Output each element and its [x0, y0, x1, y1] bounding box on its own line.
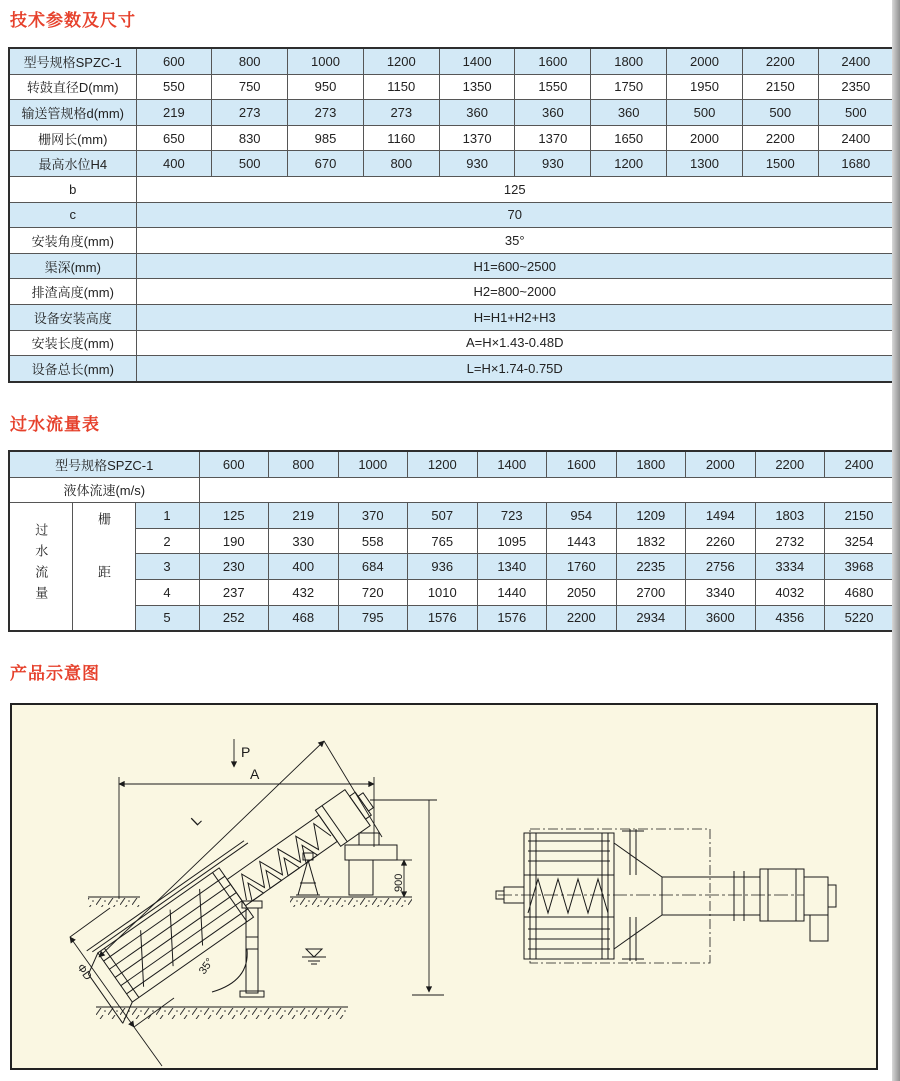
cell: 500 [212, 151, 288, 177]
cell: 930 [439, 151, 515, 177]
row-label-cell: 安装角度(mm) [9, 228, 136, 254]
end-view-drawing [496, 829, 836, 963]
cell: 507 [408, 503, 478, 529]
row-label-cell: 栅网长(mm) [9, 125, 136, 151]
row-label-cell: 转鼓直径D(mm) [9, 74, 136, 100]
label-phid: ΦD [74, 961, 94, 983]
cell: 400 [269, 554, 339, 580]
cell: 237 [199, 579, 269, 605]
cell: 1150 [363, 74, 439, 100]
row-label-cell: 输送管规格d(mm) [9, 100, 136, 126]
table-row [9, 151, 894, 177]
cell: 3340 [686, 579, 756, 605]
header-label-cell: 型号规格SPZC-1 [9, 451, 199, 477]
header-cell: 2400 [825, 451, 895, 477]
header-cell: 600 [136, 48, 212, 74]
table-row [9, 605, 894, 631]
header-cell: 1200 [408, 451, 478, 477]
cell: 1340 [477, 554, 547, 580]
cell: 1760 [547, 554, 617, 580]
cell: 360 [515, 100, 591, 126]
header-cell: 1600 [515, 48, 591, 74]
cell: 1576 [477, 605, 547, 631]
header-cell: 1800 [616, 451, 686, 477]
cell: 750 [212, 74, 288, 100]
section-title-flow-table: 过水流量表 [10, 415, 100, 434]
table-row [9, 74, 894, 100]
label-a: A [250, 766, 260, 782]
cell: 1950 [667, 74, 743, 100]
cell: 1494 [686, 503, 756, 529]
cell: 930 [515, 151, 591, 177]
cell: 1803 [755, 503, 825, 529]
merged-value-cell: H=H1+H2+H3 [136, 304, 894, 330]
header-cell: 1000 [338, 451, 408, 477]
cell: 1350 [439, 74, 515, 100]
header-cell: 800 [269, 451, 339, 477]
cell: 2350 [818, 74, 894, 100]
header-cell: 1200 [363, 48, 439, 74]
table-row [9, 579, 894, 605]
table-row [9, 330, 894, 356]
flow-rate-table [8, 450, 895, 632]
cell: 723 [477, 503, 547, 529]
row-label-cell: 4 [135, 579, 199, 605]
cell: 3600 [686, 605, 756, 631]
cell: 936 [408, 554, 478, 580]
row-label-cell: 1 [135, 503, 199, 529]
cell: 2235 [616, 554, 686, 580]
merged-value-cell: L=H×1.74-0.75D [136, 356, 894, 382]
header-cell: 2200 [755, 451, 825, 477]
header-cell: 1600 [547, 451, 617, 477]
cell: 800 [363, 151, 439, 177]
cell: 2732 [755, 528, 825, 554]
row-label-cell: 排渣高度(mm) [9, 279, 136, 305]
table-row [9, 176, 894, 202]
merged-value-cell: 70 [136, 202, 894, 228]
cell: 360 [591, 100, 667, 126]
cell: 3968 [825, 554, 895, 580]
cell: 1443 [547, 528, 617, 554]
cell: 1010 [408, 579, 478, 605]
cell: 1750 [591, 74, 667, 100]
header-cell: 800 [212, 48, 288, 74]
cell: 2150 [742, 74, 818, 100]
tech-params-table [8, 47, 895, 383]
cell: 500 [818, 100, 894, 126]
cell: 1160 [363, 125, 439, 151]
vertical-label: 过水流量 [33, 523, 49, 608]
cell: 273 [363, 100, 439, 126]
product-schematic-drawing [12, 705, 876, 1068]
label-900: 900 [393, 873, 405, 892]
row-label-cell: 设备安装高度 [9, 304, 136, 330]
cell: 2934 [616, 605, 686, 631]
cell: 1440 [477, 579, 547, 605]
row-label-cell: 最高水位H4 [9, 151, 136, 177]
cell: 125 [199, 503, 269, 529]
cell: 2150 [825, 503, 895, 529]
cell: 558 [338, 528, 408, 554]
cell: 2200 [742, 125, 818, 151]
cell: 5220 [825, 605, 895, 631]
cell: 2400 [818, 125, 894, 151]
header-cell: 1800 [591, 48, 667, 74]
merged-value-cell: A=H×1.43-0.48D [136, 330, 894, 356]
row-label-cell: 3 [135, 554, 199, 580]
table-row [9, 554, 894, 580]
cell: 1300 [667, 151, 743, 177]
section-title-tech-params: 技术参数及尺寸 [10, 11, 136, 30]
merged-value-cell: 35° [136, 228, 894, 254]
table-row [9, 125, 894, 151]
product-diagram-panel [10, 703, 878, 1070]
cell: 2756 [686, 554, 756, 580]
cell: 252 [199, 605, 269, 631]
table-row [9, 253, 894, 279]
cell: 500 [742, 100, 818, 126]
merged-value-cell: H1=600~2500 [136, 253, 894, 279]
cell: 1832 [616, 528, 686, 554]
cell: 795 [338, 605, 408, 631]
cell: 1209 [616, 503, 686, 529]
row-label-cell: b [9, 176, 136, 202]
cell: 1370 [515, 125, 591, 151]
cell: 273 [212, 100, 288, 126]
cell: 1550 [515, 74, 591, 100]
header-cell: 600 [199, 451, 269, 477]
cell: 219 [136, 100, 212, 126]
row-label-cell: 2 [135, 528, 199, 554]
cell: 1650 [591, 125, 667, 151]
table-row [9, 279, 894, 305]
cell: 500 [667, 100, 743, 126]
header-cell: 1000 [288, 48, 364, 74]
cell: 1680 [818, 151, 894, 177]
merged-value-cell: 125 [136, 176, 894, 202]
table-row [9, 202, 894, 228]
table-row [9, 528, 894, 554]
cell: 219 [269, 503, 339, 529]
cell: 468 [269, 605, 339, 631]
cell: 370 [338, 503, 408, 529]
cell: 1200 [591, 151, 667, 177]
speed-label-cell: 液体流速(m/s) [9, 477, 199, 503]
row-label-cell: c [9, 202, 136, 228]
cell: 670 [288, 151, 364, 177]
cell: 330 [269, 528, 339, 554]
cell: 2700 [616, 579, 686, 605]
cell: 1095 [477, 528, 547, 554]
cell: 2260 [686, 528, 756, 554]
vertical-label: 栅距 [96, 512, 111, 619]
table-row [9, 228, 894, 254]
row-group-label-cell [9, 503, 72, 631]
cell: 2200 [547, 605, 617, 631]
header-cell: 2000 [667, 48, 743, 74]
table-row [9, 48, 894, 74]
cell: 1500 [742, 151, 818, 177]
cell: 2050 [547, 579, 617, 605]
cell: 1576 [408, 605, 478, 631]
cell: 684 [338, 554, 408, 580]
cell: 765 [408, 528, 478, 554]
header-label-cell: 型号规格SPZC-1 [9, 48, 136, 74]
row-label-cell: 渠深(mm) [9, 253, 136, 279]
cell: 650 [136, 125, 212, 151]
header-cell: 2000 [686, 451, 756, 477]
cell: 360 [439, 100, 515, 126]
row-label-cell: 安装长度(mm) [9, 330, 136, 356]
header-cell: 2400 [818, 48, 894, 74]
col-group-label-cell [72, 503, 135, 631]
cell: 954 [547, 503, 617, 529]
table-row [9, 503, 894, 529]
label-l: L [187, 811, 205, 829]
cell: 830 [212, 125, 288, 151]
cell: 190 [199, 528, 269, 554]
cell: 4356 [755, 605, 825, 631]
cell: 985 [288, 125, 364, 151]
cell: 4680 [825, 579, 895, 605]
header-cell: 2200 [742, 48, 818, 74]
cell: 3334 [755, 554, 825, 580]
merged-value-cell: H2=800~2000 [136, 279, 894, 305]
table-row [9, 304, 894, 330]
table-row [9, 477, 894, 503]
cell: 720 [338, 579, 408, 605]
cell: 550 [136, 74, 212, 100]
side-view-drawing [77, 769, 412, 1023]
cell: 230 [199, 554, 269, 580]
row-label-cell: 5 [135, 605, 199, 631]
header-cell: 1400 [439, 48, 515, 74]
cell: 2000 [667, 125, 743, 151]
empty-cell [199, 477, 894, 503]
row-label-cell: 设备总长(mm) [9, 356, 136, 382]
header-cell: 1400 [477, 451, 547, 477]
table-row [9, 100, 894, 126]
label-angle: 35° [196, 956, 217, 977]
page-edge-shadow [892, 0, 900, 1081]
cell: 3254 [825, 528, 895, 554]
cell: 273 [288, 100, 364, 126]
cell: 432 [269, 579, 339, 605]
label-p: P [241, 744, 251, 760]
cell: 950 [288, 74, 364, 100]
cell: 1370 [439, 125, 515, 151]
section-title-product-diagram: 产品示意图 [10, 664, 100, 683]
table-row [9, 356, 894, 382]
cell: 400 [136, 151, 212, 177]
table-row [9, 451, 894, 477]
cell: 4032 [755, 579, 825, 605]
